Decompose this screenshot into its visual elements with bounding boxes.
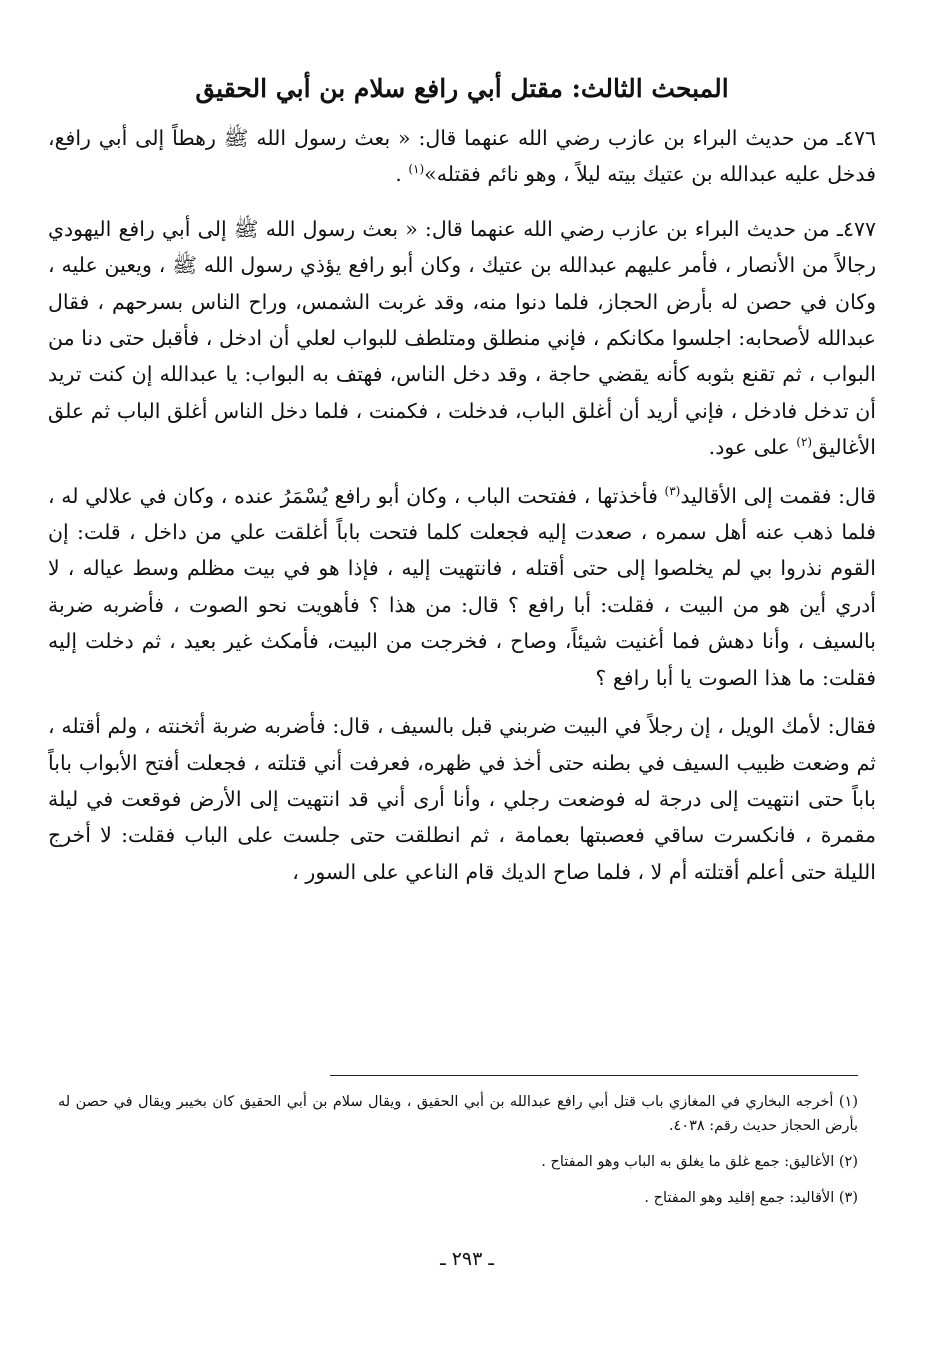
hadith-476 [48,120,876,193]
hadith-477 [48,211,876,466]
footnote-3: (٣) الأقاليد: جمع إقليد وهو المفتاح . [644,1190,858,1206]
narration-paragraph-2: فقال: لأمك الويل ، إن رجلاً في البيت ضربني قبل بالسيف ، قال: فأضربه ضربة أثخنته ، ولم أقتله ، ثم وضعت ظبيب السيف في بطنه حتى أخذ في ظهره، فعرفت أني قتلته ، فجعلت أفتح الأبواب باباً باباً حتى انتهيت إلى درجة له فوضعت رجلي ، وأنا أرى أني قد انتهيت إلى الأرض فوقعت في ليلة مقمرة ، فانكسرت ساقي فعصبتها بعمامة ، ثم انطلقت حتى جلست على الباب فقلت: لا أخرج الليلة حتى أعلم أقتلته أم لا ، فلما صاح الديك قام الناعي على السور ، [48,714,876,884]
period-mark: . [395,162,402,187]
narration-continued: فأخذتها ، ففتحت الباب ، وكان أبو رافع يُسْمَرُ عنده ، وكان في علالي له ، فلما ذهب عنه أهل سمره ، صعدت إليه فجعلت كلما فتحت باباً أغلقت علي من داخل ، قلت: إن القوم نذروا بي لم يخلصوا إلى حتى أقتله ، فانتهيت إليه ، فإذا هو في بيت مظلم وسط عياله ، لا أدري أين هو من البيت ، فقلت: أبا رافع ؟ قال: من هذا ؟ فأهويت نحو الصوت ، فأضربه ضربة بالسيف ، وأنا دهش فما أغنيت شيئاً، وصاح ، فخرجت من البيت، فأمكث غير بعيد ، ثم دخلت إليه فقلت: ما هذا الصوت يا أبا رافع ؟ [48,483,876,690]
footnotes [58,1090,858,1222]
footnote-ref-2: (٢) [796,435,813,450]
hadith-477-end: على عود. [708,435,797,460]
footnote-ref-3: (٣) [664,483,681,498]
page-number: ـ ٢٩٣ ـ [440,1248,494,1270]
footnote-2: (٢) الأغاليق: جمع غلق ما يغلق به الباب وهو المفتاح . [541,1154,858,1170]
narration-start: قال: فقمت إلى الأقاليد [680,483,876,508]
footnote-1: (١) أخرجه البخاري في المغازي باب قتل أبي رافع عبدالله بن أبي الحقيق ، ويقال سلام بن أبي الحقيق كان بخيبر ويقال في حصن له بأرض الحجاز حديث رقم: ٤٠٣٨. [58,1094,858,1134]
page-body [48,70,876,908]
footnote-divider [330,1075,858,1076]
hadith-477-text: ٤٧٧ـ من حديث البراء بن عازب رضي الله عنهما قال: « بعث رسول الله ﷺ إلى أبي رافع اليهودي رجالاً من الأنصار ، فأمر عليهم عبدالله بن عتيك ، وكان أبو رافع يؤذي رسول الله ﷺ ، ويعين عليه ، وكان في حصن له بأرض الحجاز، فلما دنوا منه، وقد غربت الشمس، وراح الناس بسرحهم ، فقال عبدالله لأصحابه: اجلسوا مكانكم ، فإني منطلق ومتلطف للبواب لعلي أن ادخل ، فأقبل حتى دنا من البواب ، ثم تقنع بثوبه كأنه يقضي حاجة ، وقد دخل الناس، فهتف به البواب: يا عبدالله إن كنت تريد أن تدخل فادخل ، فإني أريد أن أغلق الباب، فدخلت ، فكمنت ، فلما دخل الناس أغلق الباب ثم علق الأغاليق [48,216,876,460]
page-title: المبحث الثالث: مقتل أبي رافع سلام بن أبي الحقيق [195,74,729,103]
footnote-ref-1: (١) [408,162,425,177]
narration-paragraph-1 [48,478,876,696]
hadith-476-text: ٤٧٦ـ من حديث البراء بن عازب رضي الله عنهما قال: « بعث رسول الله ﷺ رهطاً إلى أبي رافع، فدخل عليه عبدالله بن عتيك بيته ليلاً ، وهو نائم فقتله» [48,126,876,187]
